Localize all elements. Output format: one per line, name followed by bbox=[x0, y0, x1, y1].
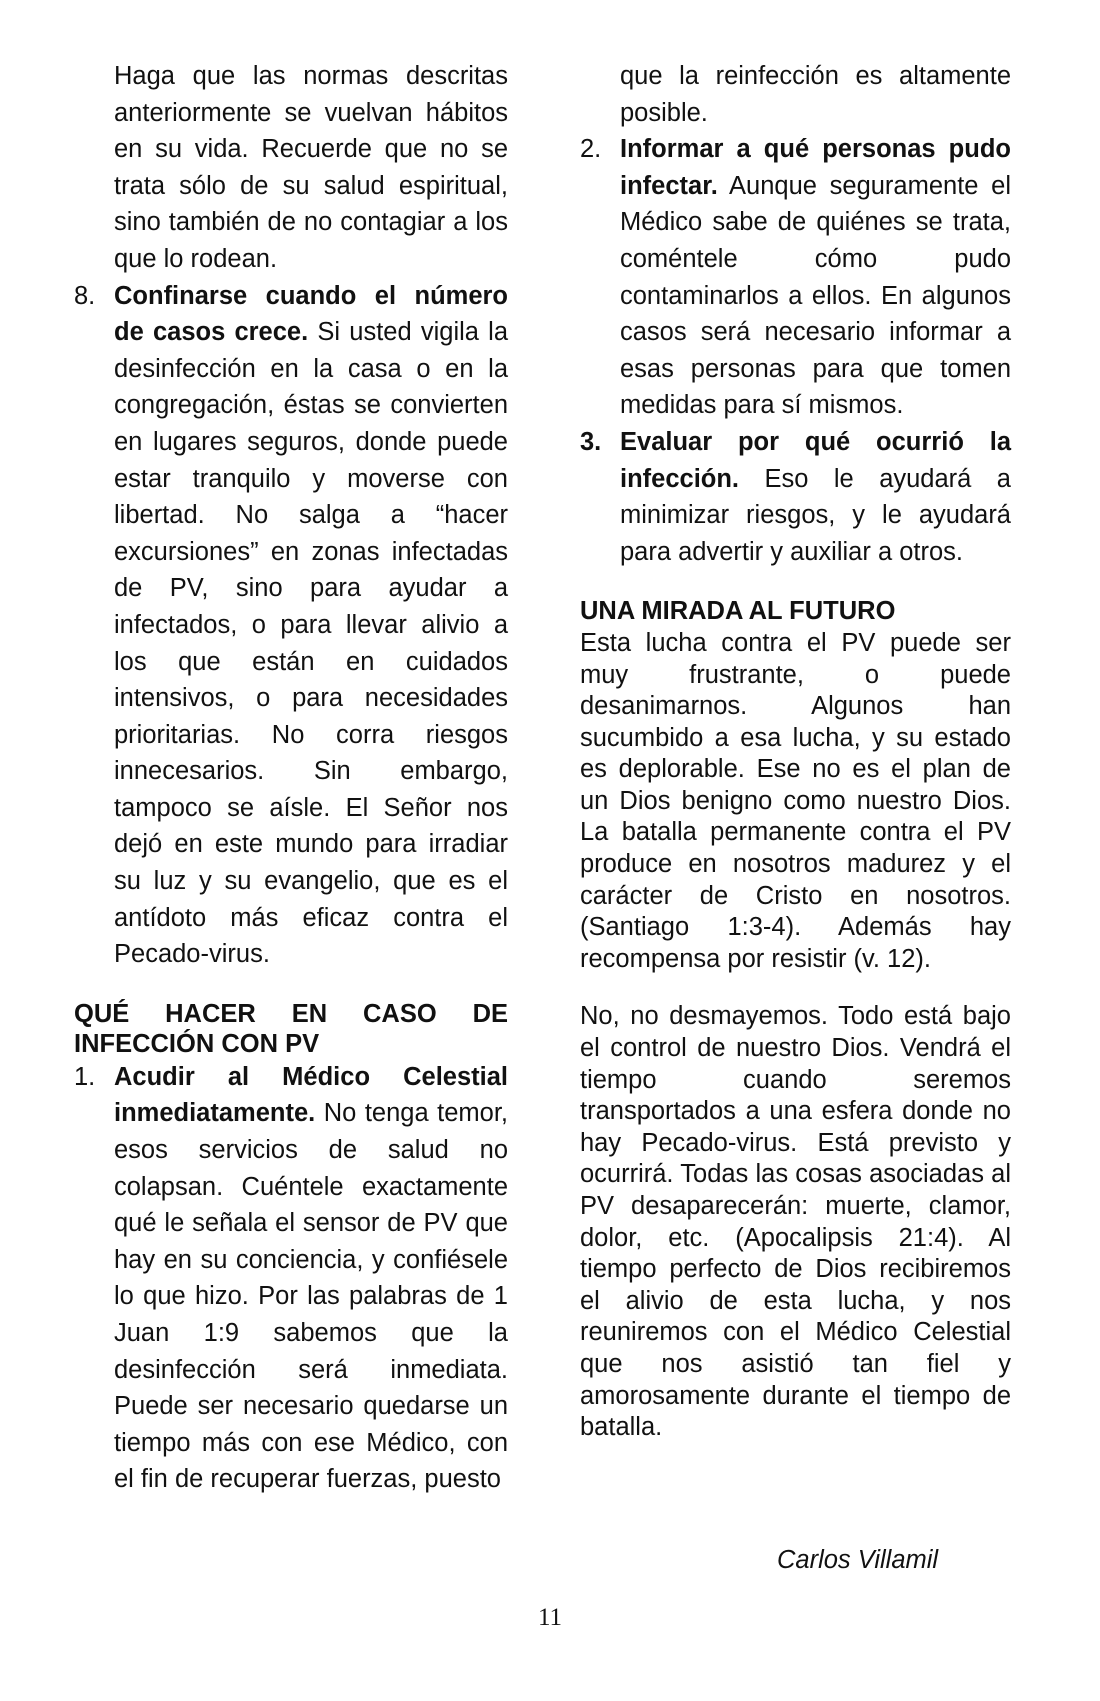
author-signature: Carlos Villamil bbox=[777, 1546, 939, 1574]
item-text: Eso le ayudará a minimizar riesgos, y le ayudará para advertir y auxiliar a otros. bbox=[620, 464, 1011, 566]
list-item-8 bbox=[74, 278, 508, 973]
future-paragraph-2: No, no desmayemos. Todo está bajo el control de nuestro Dios. Vendrá el tiempo cuando seremos transportados a una esfera donde no hay Pecado-virus. Está previsto y ocurrirá. Todas las cosas asociadas al PV desaparecerán: muerte, clamor, dolor, etc. (Apocalipsis 21:4). Al tiempo perfecto de Dios recibiremos el alivio de esta lucha, y nos reuniremos con el Médico Celestial que nos asistió tan fiel y amorosamente durante el tiempo de batalla. bbox=[580, 1002, 1011, 1442]
section-heading-infection bbox=[74, 999, 508, 1059]
item-text: Aunque seguramente el Médico sabe de quiénes se trata, coméntele cómo pudo contaminarlos a ellos. En algunos casos será necesario informar a esas personas para que tomen medidas para sí mismos. bbox=[620, 171, 1011, 420]
intro-paragraph: Haga que las normas descritas anteriormente se vuelvan hábitos en su vida. Recuerde que no se trata sólo de su salud espiritual, sino también de no contagiar a los que lo rodean. bbox=[114, 62, 508, 273]
future-paragraph-1: Esta lucha contra el PV puede ser muy frustrante, o puede desanimarnos. Algunos han sucumbido a esa lucha, y su estado es deplorable. Ese no es el plan de un Dios benigno como nuestro Dios. La batalla permanente contra el PV produce en nosotros madurez y el carácter de Cristo en nosotros. (Santiago 1:3-4). Además hay recompensa por resistir (v. 12). bbox=[580, 628, 1011, 973]
item-title: Acudir al Médico Celestial inmediatamente. bbox=[114, 1062, 508, 1128]
list-item-2 bbox=[580, 131, 1011, 424]
item-title: Evaluar por qué ocurrió la infección. bbox=[620, 427, 1011, 493]
item-title: Informar a qué personas pudo infectar. bbox=[620, 135, 1011, 200]
list-item-3 bbox=[580, 424, 1011, 570]
heading-line-1: QUÉ HACER EN CASO DE bbox=[74, 999, 508, 1028]
item-text: Si usted vigila la desinfección en la casa o en la congregación, éstas se convierten en lugares seguros, donde puede estar tranquilo y moverse con libertad. No salga a “hacer excursiones” en zonas infectadas de PV, sino para ayudar a infectados, o para llevar alivio a los que están en cuidados intensivos, o para necesidades prioritarias. No corra riesgos innecesarios. Sin embargo, tampoco se aísle. El Señor nos dejó en este mundo para irradiar su luz y su evangelio, que es el antídoto más eficaz contra el Pecado-virus. bbox=[114, 318, 509, 969]
list-item-1 bbox=[74, 1059, 508, 1498]
heading-line-2: INFECCIÓN CON PV bbox=[74, 1029, 320, 1058]
item-number: 3. bbox=[580, 427, 602, 456]
item-number: 1. bbox=[74, 1062, 96, 1091]
section-heading-future: UNA MIRADA AL FUTURO bbox=[580, 597, 896, 626]
item-number: 2. bbox=[580, 135, 602, 164]
right-column bbox=[580, 58, 1011, 1444]
item-title: Confinarse cuando el número de casos crece. bbox=[114, 281, 508, 347]
item-text: No tenga temor, esos servicios de salud no colapsan. Cuéntele exactamente qué le señala el sensor de PV que hay en su conciencia, y confiésele lo que hizo. Por las palabras de 1 Juan 1:9 sabemos que la desinfección será inmediata. Puede ser necesario quedarse un tiempo más con ese Médico, con el fin de recuperar fuerzas, puesto bbox=[114, 1099, 508, 1494]
continuation-paragraph: que la reinfección es altamente posible. bbox=[620, 62, 1011, 127]
left-column bbox=[74, 58, 508, 1498]
page-number: 11 bbox=[537, 1604, 563, 1631]
item-number: 8. bbox=[74, 281, 96, 310]
